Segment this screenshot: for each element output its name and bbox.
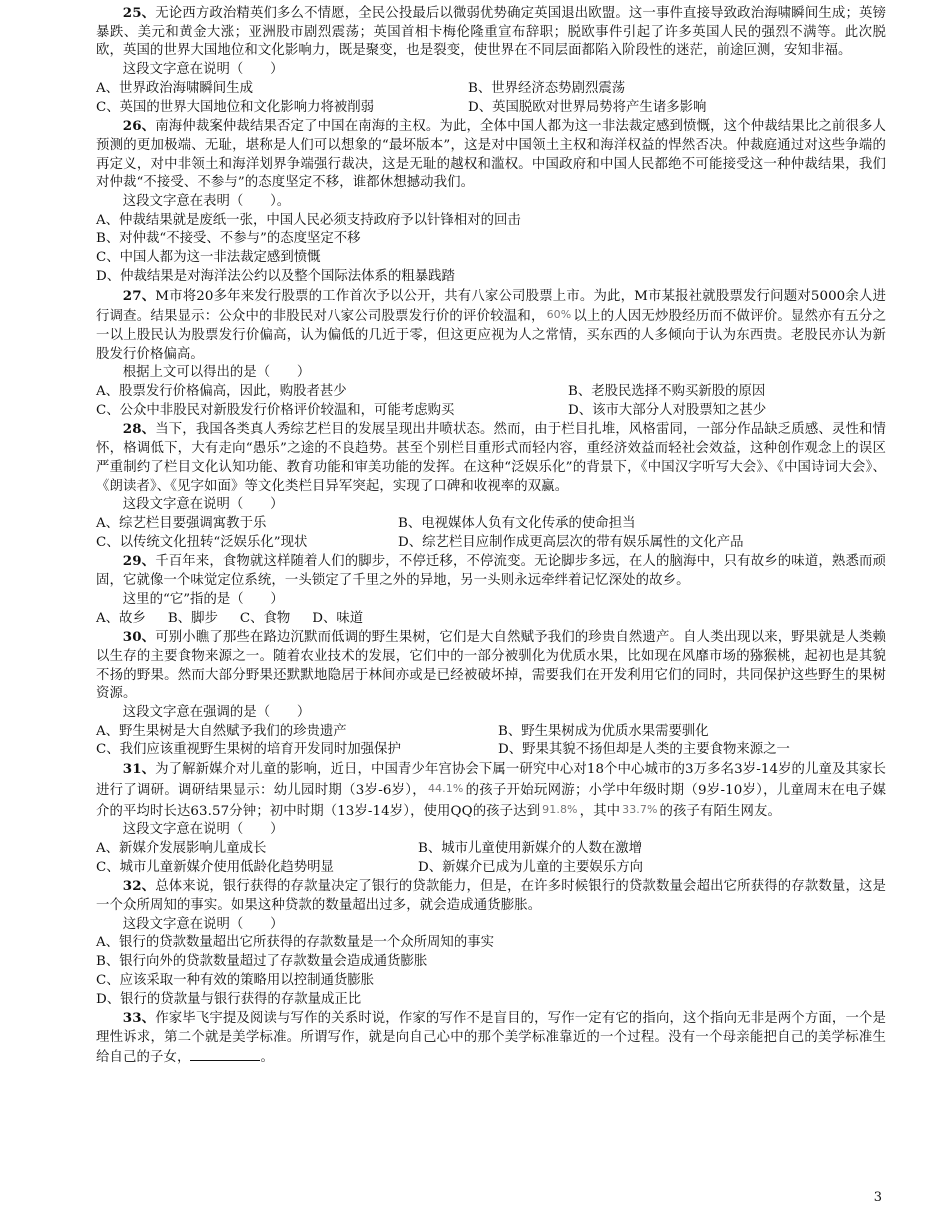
question-33-number: 33、 <box>122 1010 156 1027</box>
percentage-33-7: 33.7% <box>622 802 658 816</box>
question-27 <box>96 287 886 421</box>
question-30-number: 30、 <box>122 629 156 646</box>
question-28-options-row1 <box>96 515 886 534</box>
question-33 <box>96 1009 886 1067</box>
question-27-passage <box>96 287 886 365</box>
question-30 <box>96 628 886 760</box>
question-28-number: 28、 <box>122 421 156 438</box>
question-29-number: 29、 <box>122 553 156 570</box>
option-d[interactable]: D、仲裁结果是对海洋法公约以及整个国际法体系的粗暴践踏 <box>96 268 455 284</box>
question-27-number: 27、 <box>122 287 156 304</box>
option-b[interactable]: B、野生果树成为优质水果需要驯化 <box>498 723 709 739</box>
answer-blank[interactable] <box>190 1048 260 1061</box>
option-c[interactable]: C、公众中非股民对新股发行价格评价较温和，可能考虑购买 <box>96 402 455 418</box>
question-33-end: 。 <box>260 1049 274 1065</box>
option-a[interactable]: A、故乡 <box>96 610 146 626</box>
question-29-stem: 这里的“它”指的是（ ） <box>122 591 284 607</box>
percentage-60: 60% <box>546 308 572 322</box>
question-29-passage <box>96 552 886 590</box>
option-d[interactable]: D、综艺栏目应制作成更高层次的带有娱乐属性的文化产品 <box>398 534 744 550</box>
option-a[interactable]: A、股票发行价格偏高，因此，购股者甚少 <box>96 384 347 400</box>
option-b[interactable]: B、老股民选择不购买新股的原因 <box>568 384 766 400</box>
question-25-number: 25、 <box>122 5 156 21</box>
question-26-text: 南海仲裁案仲裁结果否定了中国在南海的主权。为此，全体中国人都为这一非法裁定感到愤慨，这个仲裁结果比之前很多人预测的更加极端、无耻，堪称是人们可以想象的“最坏版本”，这是对中国领土主权和海洋权益的悍然否决。仲裁庭通过对这些争端的再定义，对中非领土和海洋划界争端强行裁决，这是无耻的越权和滥权。中国政府和中国人民都绝不可能接受这一种仲裁结果，我们对仲裁“不接受、不参与”的态度坚定不移，谁都休想撼动我们。 <box>96 119 886 191</box>
option-c[interactable]: C、城市儿童新媒介使用低龄化趋势明显 <box>96 859 334 875</box>
question-29-text: 千百年来，食物就这样随着人们的脚步，不停迁移，不停流变。无论脚步多远，在人的脑海中，只有故乡的味道，熟悉而顽固，它就像一个味觉定位系统，一头锁定了千里之外的异地，另一头则永远牵绊着记忆深处的故乡。 <box>96 554 886 589</box>
question-31-text-b: 的孩子开始玩网游；小学中年级时期（9岁-10岁），儿童周末在电子媒介的平均时长达63.57分钟；初中时期（13岁-14岁），使用QQ的孩子达到 <box>96 782 886 819</box>
question-26 <box>96 117 886 286</box>
question-31-options-row1 <box>96 840 886 859</box>
question-30-options-row1 <box>96 723 886 742</box>
question-32 <box>96 877 886 1009</box>
option-a[interactable]: A、世界政治海啸瞬间生成 <box>96 80 253 96</box>
question-31-number: 31、 <box>122 761 156 778</box>
question-32-text: 总体来说，银行获得的存款量决定了银行的贷款能力，但是，在许多时候银行的贷款数量会超出它所获得的存款数量，这是一个众所周知的事实。如果这种贷款的数量超出过多，就会造成通货膨胀。 <box>96 879 886 914</box>
question-27-text-a: M市将20多年来发行股票的工作首次予以公开，共有八家公司股票上市。为此，M市某报社就股票发行问题对5000余人进行调查。结果显示：公众中的非股民对八家公司股票发行价的评价较温和， <box>96 288 887 325</box>
question-31-text-a: 为了解新媒介对儿童的影响，近日，中国青少年宫协会下属一研究中心对18个中心城市的3万多名3岁-14岁的儿童及其家长进行了调研。调研结果显示：幼儿园时期（3岁-6岁）， <box>96 762 886 798</box>
question-25-stem: 这段文字意在说明（ ） <box>122 62 284 78</box>
question-27-stem: 根据上文可以得出的是（ ） <box>122 365 311 381</box>
option-a[interactable]: A、综艺栏目要强调寓教于乐 <box>96 515 267 531</box>
question-25-options-row1 <box>96 80 886 99</box>
question-27-options-row1 <box>96 383 886 402</box>
option-c[interactable]: C、以传统文化扭转“泛娱乐化”现状 <box>96 534 308 550</box>
option-d[interactable]: D、新媒介已成为儿童的主要娱乐方向 <box>418 859 643 875</box>
question-28-text: 当下，我国各类真人秀综艺栏目的发展呈现出井喷状态。然而，由于栏目扎堆，风格雷同，一部分作品缺乏质感、灵性和情怀，格调低下，大有走向“愚乐”之途的不良趋势。甚至个别栏目重形式而轻内容，重经济效益而轻社会效益，这种创作观念上的误区严重制约了栏目文化认知功能、教育功能和审美功能的发挥。在这种“泛娱乐化”的背景下，《中国汉字听写大会》、《中国诗词大会》、《朗读者》、《见字如面》等文化类栏目异军突起，实现了口碑和收视率的双赢。 <box>96 422 886 494</box>
option-c[interactable]: C、我们应该重视野生果树的培育开发同时加强保护 <box>96 742 401 758</box>
question-28 <box>96 420 886 552</box>
page-number: 3 <box>873 1190 882 1205</box>
option-d[interactable]: D、野果其貌不扬但却是人类的主要食物来源之一 <box>498 742 790 758</box>
option-b[interactable]: B、脚步 <box>167 610 218 626</box>
option-b[interactable]: B、对仲裁“不接受、不参与”的态度坚定不移 <box>96 231 361 247</box>
question-26-number: 26、 <box>122 118 156 135</box>
option-d[interactable]: D、该市大部分人对股票知之甚少 <box>568 402 767 418</box>
question-32-number: 32、 <box>122 878 156 895</box>
option-b[interactable]: B、世界经济态势剧烈震荡 <box>468 80 626 96</box>
question-28-stem: 这段文字意在说明（ ） <box>122 497 284 513</box>
question-30-options-row2 <box>96 741 886 760</box>
option-a[interactable]: A、银行的贷款数量超出它所获得的存款数量是一个众所周知的事实 <box>96 935 494 951</box>
question-30-passage <box>96 628 886 704</box>
option-d[interactable]: D、银行的贷款量与银行获得的存款量成正比 <box>96 991 362 1007</box>
option-a[interactable]: A、仲裁结果就是废纸一张，中国人民必须支持政府予以针锋相对的回击 <box>96 212 521 228</box>
option-d[interactable]: D、英国脱欧对世界局势将产生诸多影响 <box>468 99 707 115</box>
question-30-stem: 这段文字意在强调的是（ ） <box>122 705 311 721</box>
question-31-stem: 这段文字意在说明（ ） <box>122 822 284 838</box>
question-27-options-row2 <box>96 402 886 421</box>
question-31-options-row2 <box>96 859 886 878</box>
question-29 <box>96 552 886 628</box>
question-25 <box>96 4 886 117</box>
option-c[interactable]: C、应该采取一种有效的策略用以控制通货膨胀 <box>96 972 375 988</box>
option-b[interactable]: B、电视媒体人负有文化传承的使命担当 <box>398 515 636 531</box>
question-28-passage <box>96 420 886 496</box>
question-31-passage <box>96 760 886 821</box>
percentage-44-1: 44.1% <box>427 781 464 795</box>
question-31-text-d: 的孩子有陌生网友。 <box>659 803 781 819</box>
option-d[interactable]: D、味道 <box>312 610 364 626</box>
question-33-passage <box>96 1009 886 1067</box>
option-c[interactable]: C、英国的世界大国地位和文化影响力将被削弱 <box>96 99 375 115</box>
question-25-text: 无论西方政治精英们多么不情愿，全民公投最后以微弱优势确定英国退出欧盟。这一事件直接导致政治海啸瞬间生成；英镑暴跌、美元和黄金大涨；亚洲股市剧烈震荡；英国首相卡梅伦隆重宣布辞职；脱欧事件引起了许多英国人民的强烈不满等。此次脱欧，英国的世界大国地位和文化影响力，既是聚变，也是裂变，使世界在不同层面都陷入阶段性的迷茫，前途叵测，安知非福。 <box>96 6 886 59</box>
option-c[interactable]: C、中国人都为这一非法裁定感到愤慨 <box>96 250 321 266</box>
question-26-stem: 这段文字意在表明（ ）。 <box>122 194 291 210</box>
option-c[interactable]: C、食物 <box>239 610 291 626</box>
question-33-text: 作家毕飞宇提及阅读与写作的关系时说，作家的写作不是盲目的，写作一定有它的指向，这个指向无非是两个方面，一个是理性诉求，第二个就是美学标准。所谓写作，就是向自己心中的那个美学标准靠近的一个过程。没有一个母亲能把自己的美学标准生给自己的子女， <box>96 1011 886 1065</box>
question-32-stem: 这段文字意在说明（ ） <box>122 916 284 932</box>
question-27-text-b: 以上的人因无炒股经历而不做评价。显然亦有五分之一以上股民认为股票发行价偏高，认为偏低的几近于零，但这更应视为人之常情，买东西的人多倾向于认为东西贵。老股民亦认为新股发行价格偏高。 <box>96 309 886 362</box>
question-29-options <box>96 610 886 629</box>
option-b[interactable]: B、银行向外的贷款数量超过了存款数量会造成通货膨胀 <box>96 954 428 970</box>
question-list <box>96 4 886 1067</box>
percentage-91-8: 91.8% <box>542 802 578 816</box>
option-a[interactable]: A、野生果树是大自然赋予我们的珍贵遗产 <box>96 723 347 739</box>
question-31 <box>96 760 886 877</box>
question-31-text-c: ，其中 <box>579 803 621 819</box>
option-b[interactable]: B、城市儿童使用新媒介的人数在激增 <box>418 840 643 856</box>
question-25-options-row2 <box>96 99 886 118</box>
question-32-passage <box>96 877 886 915</box>
question-25-passage <box>96 4 886 61</box>
question-26-passage <box>96 117 886 193</box>
question-28-options-row2 <box>96 534 886 553</box>
question-30-text: 可别小瞧了那些在路边沉默而低调的野生果树，它们是大自然赋予我们的珍贵自然遗产。自人类出现以来，野果就是人类赖以生存的主要食物来源之一。随着农业技术的发展，它们中的一部分被驯化为优质水果，比如现在风靡市场的猕猴桃，起初也是其貌不扬的野果。然而大部分野果还默默地隐居于林间亦或是已经被破坏掉，需要我们在开发利用它们的同时，共同保护这些野生的果树资源。 <box>96 630 886 702</box>
option-a[interactable]: A、新媒介发展影响儿童成长 <box>96 840 267 856</box>
